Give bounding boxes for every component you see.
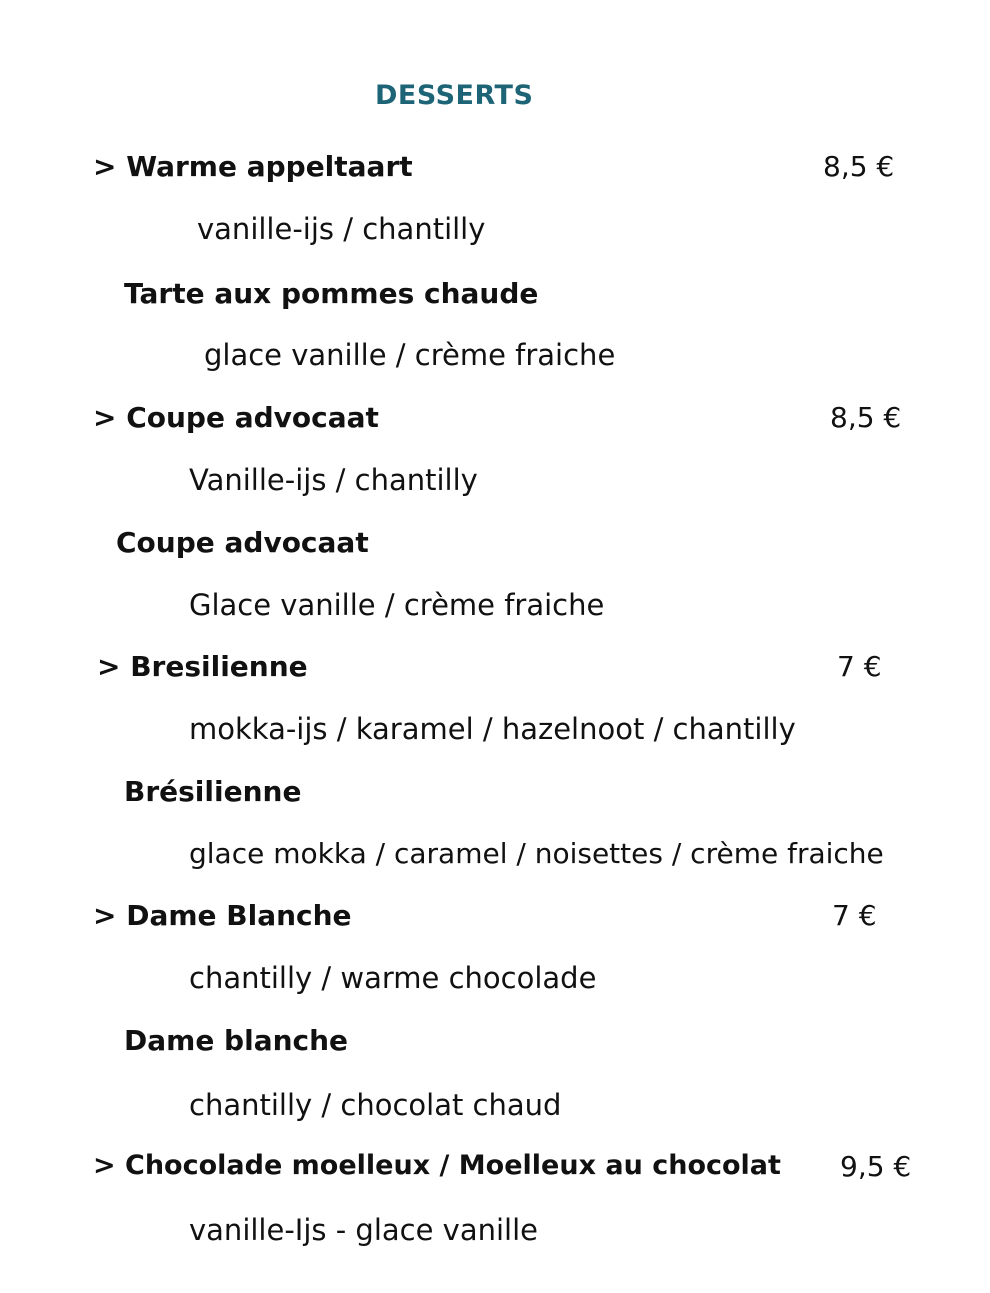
item-title: > Chocolade moelleux / Moelleux au chocolat <box>93 1150 781 1181</box>
item-description-fr: Glace vanille / crème fraiche <box>189 588 605 622</box>
item-price: 7 € <box>832 899 877 932</box>
item-description-nl: chantilly / warme chocolade <box>189 961 597 995</box>
item-price: 7 € <box>837 650 882 683</box>
item-description-fr: glace mokka / caramel / noisettes / crème fraiche <box>189 837 884 870</box>
item-title-fr: Coupe advocaat <box>116 526 369 559</box>
item-description-fr: chantilly / chocolat chaud <box>189 1088 562 1122</box>
item-title-nl: > Warme appeltaart <box>93 150 413 183</box>
item-title-nl: > Bresilienne <box>97 650 308 683</box>
item-description-nl: vanille-ijs / chantilly <box>197 212 486 246</box>
item-description: vanille-Ijs - glace vanille <box>189 1213 538 1247</box>
item-title-fr: Tarte aux pommes chaude <box>124 277 539 310</box>
item-price: 9,5 € <box>840 1150 912 1183</box>
item-description-nl: Vanille-ijs / chantilly <box>189 463 478 497</box>
menu-heading: DESSERTS <box>375 80 534 111</box>
item-title-nl: > Dame Blanche <box>93 899 352 932</box>
item-description-nl: mokka-ijs / karamel / hazelnoot / chantilly <box>189 712 796 746</box>
item-title-fr: Dame blanche <box>124 1024 349 1057</box>
item-title-fr: Brésilienne <box>124 775 302 808</box>
item-price: 8,5 € <box>830 401 902 434</box>
item-price: 8,5 € <box>823 150 895 183</box>
item-title-nl: > Coupe advocaat <box>93 401 379 434</box>
item-description-fr: glace vanille / crème fraiche <box>204 338 616 372</box>
